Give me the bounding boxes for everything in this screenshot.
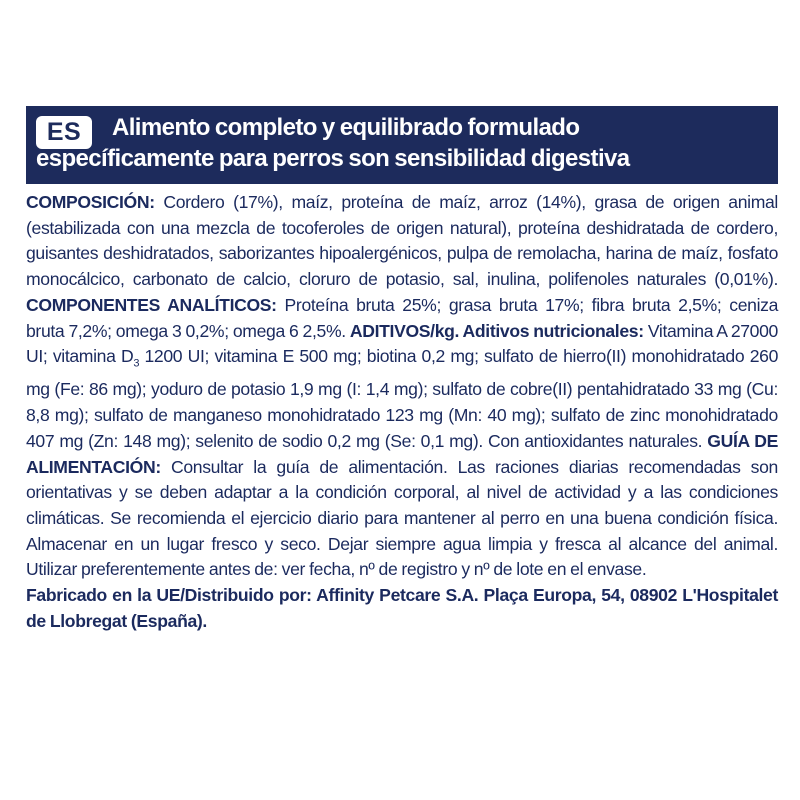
label-header bbox=[26, 106, 778, 184]
title-line-1: Alimento completo y equilibrado formulado bbox=[112, 114, 580, 141]
feeding-heading: GUÍA DE ALIMENTACIÓN: bbox=[26, 430, 778, 477]
analytical-heading: COMPONENTES ANALÍTICOS: bbox=[26, 294, 277, 315]
feeding-text: Consultar la guía de alimentación. Las raciones diarias recomendadas son orientativas y se deben adaptar a la condición corporal, al nivel de actividad y a las condiciones climáticas. Se recomienda el ejercicio diario para mantener al perro en una buena condición física. Almacenar en un lugar fresco y seco. Dejar siempre agua limpia y fresca al alcance del animal. Utilizar preferentemente antes de: ver fecha, nº de registro y nº de lote en el envase. bbox=[26, 456, 778, 580]
label-title bbox=[36, 112, 772, 174]
additives-text-b: 1200 UI; vitamina E 500 mg; biotina 0,2 mg; sulfato de hierro(II) monohidratado 260 mg (Fe: 86 mg); yoduro de potasio 1,9 mg (I: 1,4 mg); sulfato de cobre(II) pentahidratado 33 mg (Cu: 8,8 mg); sulfato de manganeso monohidratado 123 mg (Mn: 40 mg); sulfato de zinc monohidratado 407 mg (Zn: 148 mg); selenito de sodio 0,2 mg (Se: 0,1 mg). Con antioxidantes naturales. bbox=[26, 346, 779, 451]
language-badge: ES bbox=[36, 116, 92, 149]
composition-text: Cordero (17%), maíz, proteína de maíz, arroz (14%), grasa de origen animal (estabilizada con una mezcla de tocoferoles de origen natural), proteína deshidratada de cordero, guisantes deshidratados, saborizantes hipoalergénicos, pulpa de remolacha, harina de maíz, fosfato monocálcico, carbonato de calcio, cloruro de potasio, sal, inulina, polifenoles naturales (0,01%). bbox=[26, 192, 778, 290]
additives-heading: ADITIVOS/kg. Aditivos nutricionales: bbox=[349, 320, 644, 341]
title-line-2: específicamente para perros son sensibilidad digestiva bbox=[36, 145, 630, 172]
product-label bbox=[26, 106, 778, 634]
analytical-text: Proteína bruta 25%; grasa bruta 17%; fibra bruta 2,5%; ceniza bruta 7,2%; omega 3 0,2%; omega 6 2,5%. bbox=[26, 294, 779, 341]
label-body bbox=[26, 190, 778, 634]
manufacturer-info: Fabricado en la UE/Distribuido por: Affinity Petcare S.A. Plaça Europa, 54, 08902 L'Hospitalet de Llobregat (España). bbox=[26, 585, 778, 631]
composition-heading: COMPOSICIÓN: bbox=[26, 192, 155, 212]
additives-text-a: Vitamina A 27000 UI; vitamina D bbox=[26, 320, 778, 367]
vitamin-d-subscript: 3 bbox=[133, 357, 140, 370]
